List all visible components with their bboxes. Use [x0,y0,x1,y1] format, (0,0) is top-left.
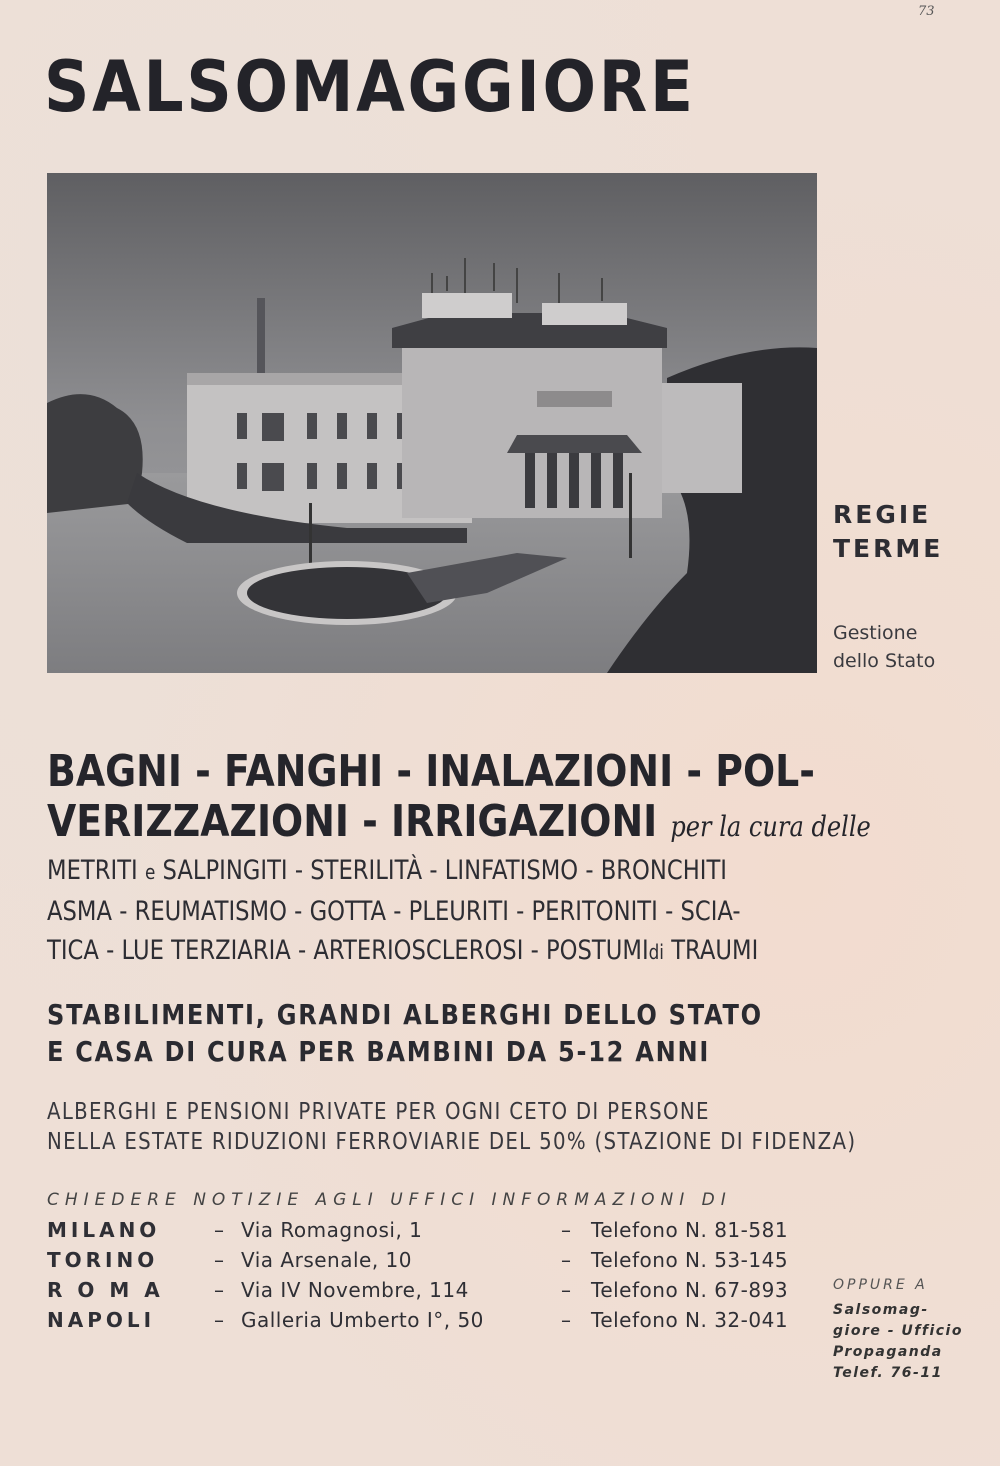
dash: – [561,1248,571,1272]
treatments-line1: BAGNI - FANGHI - INALAZIONI - POL- [47,746,815,797]
office-phone: Telefono N. 32-041 [591,1308,789,1332]
offices-list [47,1215,788,1335]
office-phone: Telefono N. 67-893 [591,1278,789,1302]
illnesses-line3 [47,932,758,971]
side-sub-line1: Gestione [833,622,918,644]
propaganda-line: Propaganda [833,1344,943,1360]
dash: – [561,1278,571,1302]
office-city: R O M A [47,1278,164,1302]
office-phone: Telefono N. 81-581 [591,1218,789,1242]
establishments-line2: E CASA DI CURA PER BAMBINI DA 5-12 ANNI [47,1035,711,1068]
regie-terme-block [833,498,943,566]
illnesses-line2: ASMA - REUMATISMO - GOTTA - PLEURITI - PERITONITI - SCIA- [47,896,741,927]
dash: – [214,1248,224,1272]
office-address: Via Arsenale, 10 [241,1248,412,1272]
office-city: NAPOLI [47,1308,156,1332]
page-number: 73 [918,4,935,19]
illnesses-line3-a: TICA - LUE TERZIARIA - ARTERIOSCLEROSI - POSTUMI [47,935,649,966]
dash: – [214,1218,224,1242]
office-address: Via Romagnosi, 1 [241,1218,423,1242]
office-phone: Telefono N. 53-145 [591,1248,789,1272]
office-row-napoli [47,1305,788,1335]
office-city: MILANO [47,1218,161,1242]
illnesses-line1-b: SALPINGITI - STERILITÀ - LINFATISMO - BRONCHITI [155,855,728,886]
office-address: Galleria Umberto I°, 50 [241,1308,484,1332]
gestione-block [833,619,935,675]
alternative-heading: OPPURE A [833,1277,928,1293]
propaganda-line: giore - Ufficio [833,1323,963,1339]
illnesses-line3-b: TRAUMI [663,935,759,966]
treatments-suffix: per la cura delle [670,810,871,843]
office-address: Via IV Novembre, 114 [241,1278,469,1302]
illnesses-line1-a: METRITI [47,855,145,886]
page-title: SALSOMAGGIORE [44,46,696,128]
hotels-line2: NELLA ESTATE RIDUZIONI FERROVIARIE DEL 50% (STAZIONE DI FIDENZA) [47,1129,857,1155]
office-city: TORINO [47,1248,159,1272]
dash: – [214,1308,224,1332]
info-heading: CHIEDERE NOTIZIE AGLI UFFICI INFORMAZIONI DI [47,1190,732,1210]
office-row-torino [47,1245,788,1275]
propaganda-line: Salsomag- [833,1302,929,1318]
illnesses-line3-di: di [648,940,664,964]
building-illustration-icon [47,173,817,673]
dash: – [561,1218,571,1242]
side-sub-line2: dello Stato [833,650,936,672]
hotels-line1: ALBERGHI E PENSIONI PRIVATE PER OGNI CETO DI PERSONE [47,1099,710,1125]
office-row-milano [47,1215,788,1245]
illnesses-line1 [47,852,727,891]
office-row-roma [47,1275,788,1305]
treatments-line2-text: VERIZZAZIONI - IRRIGAZIONI [47,796,658,847]
dash: – [214,1278,224,1302]
side-heading-line1: REGIE [833,500,932,529]
treatments-line2 [47,798,871,851]
propaganda-line: Telef. 76-11 [833,1365,943,1381]
dash: – [561,1308,571,1332]
establishments-line1: STABILIMENTI, GRANDI ALBERGHI DELLO STATO [47,998,763,1031]
side-heading-line2: TERME [833,534,944,563]
spa-building-photo [47,173,817,673]
propaganda-office [833,1300,963,1384]
illnesses-line1-e: e [144,860,156,884]
